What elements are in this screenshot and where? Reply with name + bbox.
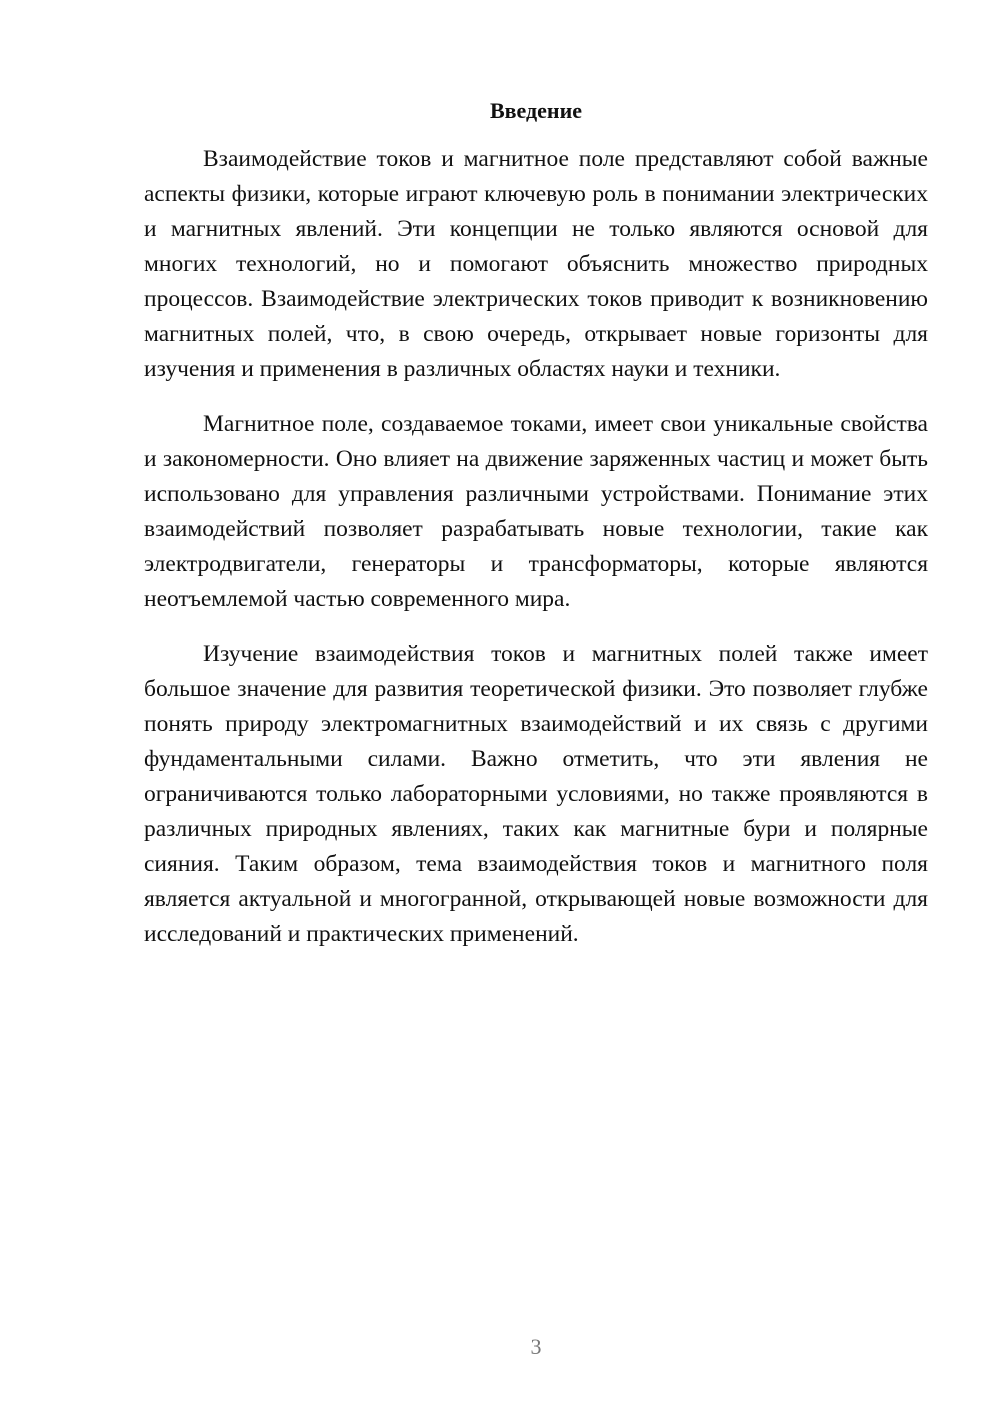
page-title: Введение bbox=[489, 98, 583, 123]
paragraph-1: Взаимодействие токов и магнитное поле представляют собой важные аспекты физики, которые играют ключевую роль в понимании электрических и магнитных явлений. Эти концепции не только являются основой для многих технологий, но и помогают объяснить множество природных процессов. Взаимодействие электрических токов приводит к возникновению магнитных полей, что, в свою очередь, открывает новые горизонты для изучения и применения в различных областях науки и техники. bbox=[144, 146, 928, 382]
paragraph-3: Изучение взаимодействия токов и магнитных полей также имеет большое значение для развития теоретической физики. Это позволяет глубже понять природу электромагнитных взаимодействий и их связь с другими фундаментальными силами. Важно отметить, что эти явления не ограничиваются только лабораторными условиями, но также проявляются в различных природных явлениях, таких как магнитные бури и полярные сияния. Таким образом, тема взаимодействия токов и магнитного поля является актуальной и многогранной, открывающей новые возможности для исследований и практических применений. bbox=[144, 641, 928, 947]
page-number: 3 bbox=[530, 1334, 542, 1359]
document-body bbox=[144, 142, 928, 972]
paragraph-2: Магнитное поле, создаваемое токами, имеет свои уникальные свойства и закономерности. Оно влияет на движение заряженных частиц и может быть использовано для управления различными устройствами. Понимание этих взаимодействий позволяет разрабатывать новые технологии, такие как электродвигатели, генераторы и трансформаторы, которые являются неотъемлемой частью современного мира. bbox=[144, 411, 928, 612]
